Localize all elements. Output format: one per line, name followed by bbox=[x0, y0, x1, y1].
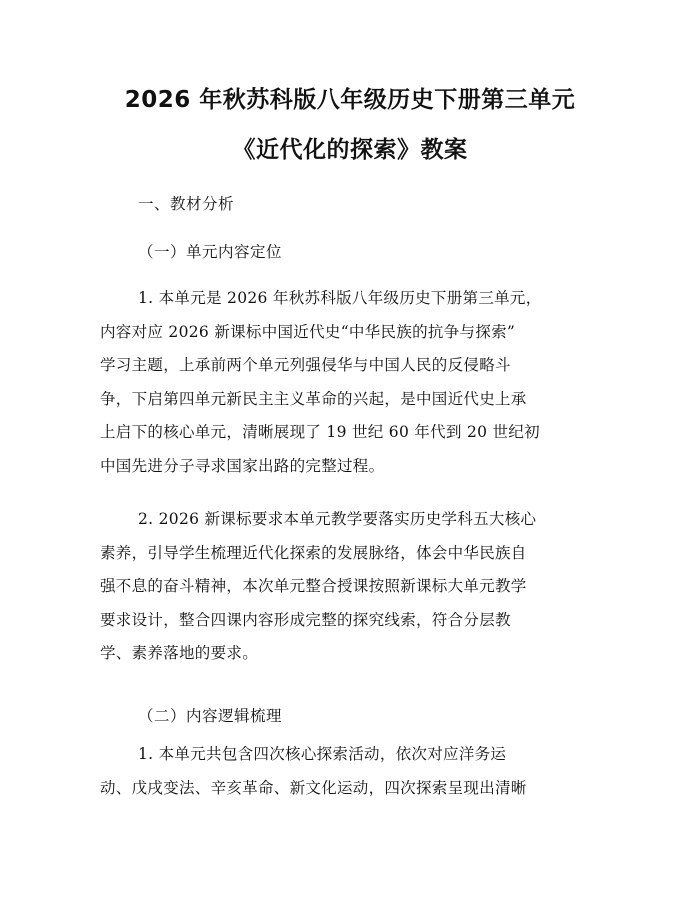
paragraph-line: 2. 2026 新课标要求本单元教学要落实历史学科五大核心 bbox=[138, 510, 537, 528]
paragraph-line: 要求设计，整合四课内容形成完整的探究线索，符合分层教 bbox=[100, 610, 511, 629]
paragraph-line: 上启下的核心单元，清晰展现了 19 世纪 60 年代到 20 世纪初 bbox=[100, 423, 540, 441]
paragraph-line: 内容对应 2026 新课标中国近代史“中华民族的抗争与探索” bbox=[100, 322, 516, 341]
paragraph-line: 素养，引导学生梳理近代化探索的发展脉络，体会中华民族自 bbox=[100, 543, 527, 562]
paragraph-line: 争，下启第四单元新民主主义革命的兴起，是中国近代史上承 bbox=[100, 389, 527, 408]
paragraph-unit-positioning-2 bbox=[100, 503, 605, 671]
paragraph-unit-positioning-1 bbox=[100, 282, 605, 483]
paragraph-line: 中国先进分子寻求国家出路的完整过程。 bbox=[100, 456, 385, 475]
section-heading-textbook-analysis: 一、教材分析 bbox=[138, 195, 235, 213]
paragraph-line: 学、素养落地的要求。 bbox=[100, 644, 259, 662]
paragraph-line: 动、戊戌变法、辛亥革命、新文化运动，四次探索呈现出清晰 bbox=[100, 778, 527, 797]
paragraph-line: 1. 本单元是 2026 年秋苏科版八年级历史下册第三单元， bbox=[138, 289, 542, 307]
document-title-line-2: 《近代化的探索》教案 bbox=[232, 137, 468, 163]
document-title-line-1: 2026 年秋苏科版八年级历史下册第三单元 bbox=[124, 87, 576, 113]
paragraph-line: 强不息的奋斗精神，本次单元整合授课按照新课标大单元教学 bbox=[100, 577, 527, 595]
paragraph-line: 1. 本单元共包含四次核心探索活动，依次对应洋务运 bbox=[138, 745, 507, 763]
paragraph-line: 学习主题，上承前两个单元列强侵华与中国人民的反侵略斗 bbox=[100, 356, 511, 374]
subsection-heading-unit-positioning: （一）单元内容定位 bbox=[138, 243, 283, 261]
subsection-heading-content-logic: （二）内容逻辑梳理 bbox=[138, 707, 283, 725]
paragraph-content-logic-1 bbox=[100, 738, 605, 805]
